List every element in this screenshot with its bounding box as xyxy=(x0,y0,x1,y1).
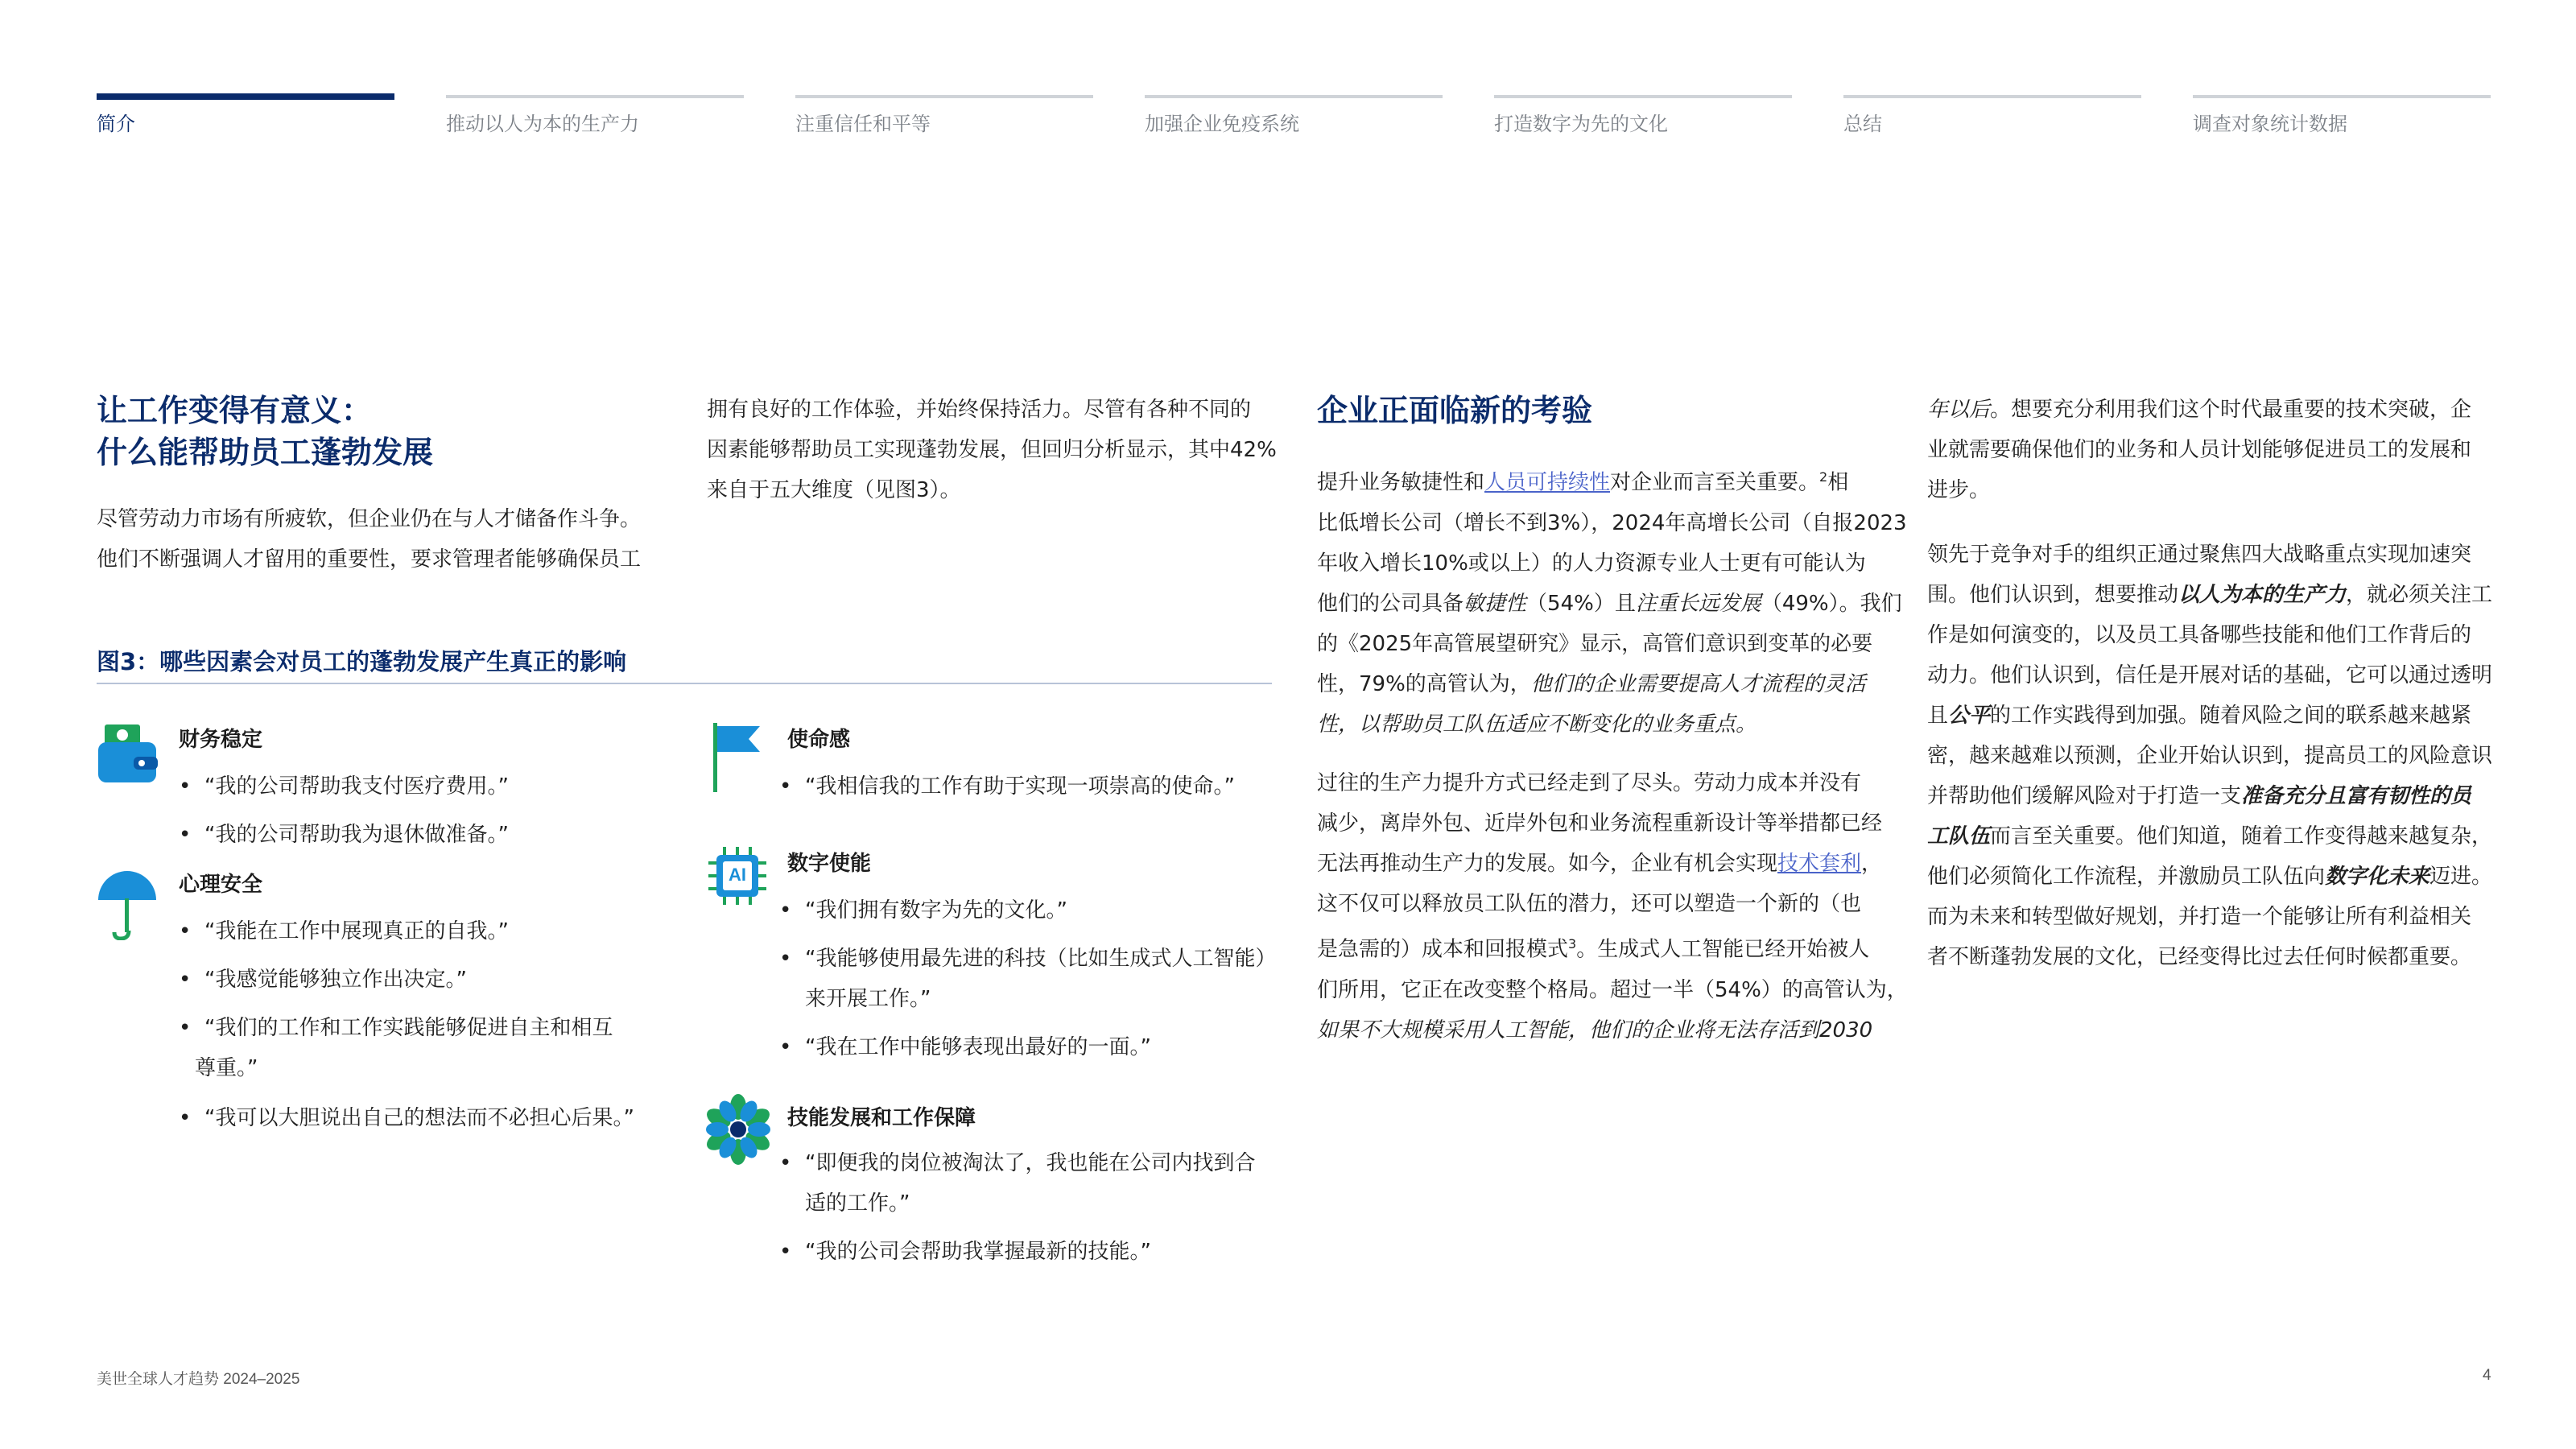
text-span: ， xyxy=(1861,852,1883,876)
text-span: 如果不大规模采用人工智能，他们的企业将无法存活到2030 xyxy=(1317,1018,1873,1042)
text-span: 公平 xyxy=(1948,704,1991,728)
nav-tab-immunity[interactable] xyxy=(1145,95,1443,147)
nav-tab-label: 推动以人为本的生产力 xyxy=(446,114,639,135)
text-line: 因素能够帮助员工实现蓬勃发展，但回归分析显示，其中42% xyxy=(707,438,1277,462)
footnote-ref: 3 xyxy=(1568,936,1577,952)
quote-continuation: 来开展工作。” xyxy=(805,987,931,1011)
text-span: 性，以帮助员工队伍适应不断变化的业务重点。 xyxy=(1317,712,1757,737)
challenge-paragraph-2 xyxy=(1317,763,1908,1051)
text-line xyxy=(1927,857,2492,897)
nav-tab-label: 加强企业免疫系统 xyxy=(1145,114,1299,135)
text-line: 他们不断强调人才留用的重要性，要求管理者能够确保员工 xyxy=(97,547,642,572)
text-line: 比低增长公司（增长不到3%），2024年高增长公司（自报2023 xyxy=(1317,510,1907,535)
text-line: 而为未来和转型做好规划，并打造一个能够让所有利益相关 xyxy=(1927,905,2472,929)
page-number: 4 xyxy=(2483,1367,2491,1384)
text-span: 年以后 xyxy=(1927,398,1991,422)
nav-tab-summary[interactable] xyxy=(1843,95,2141,147)
text-span: 迈进。 xyxy=(2429,865,2493,889)
section-heading-line1: 让工作变得有意义： xyxy=(97,393,373,428)
quote-item: • “我的公司会帮助我掌握最新的技能。” xyxy=(779,1232,1151,1272)
text-line xyxy=(1927,696,2492,736)
text-line: 来自于五大维度（见图3）。 xyxy=(707,478,961,502)
text-line: 业就需要确保他们的业务和人员计划能够促进员工的发展和 xyxy=(1927,438,2472,462)
text-line xyxy=(1927,816,2492,857)
text-span: 无法再推动生产力的发展。如今，企业有机会实现 xyxy=(1317,852,1778,876)
text-line xyxy=(1317,1010,1908,1051)
wallet-icon xyxy=(97,721,158,789)
text-line: 拥有良好的工作体验，并始终保持活力。尽管有各种不同的 xyxy=(707,398,1252,422)
footnote-ref: 2 xyxy=(1819,469,1828,485)
quote-item: • “我的公司帮助我支付医疗费用。” xyxy=(179,766,509,807)
nav-tab-digital[interactable] xyxy=(1494,95,1792,147)
right-paragraph-1 xyxy=(1927,390,2471,510)
ai-chip-icon xyxy=(707,845,768,910)
text-line: 领先于竞争对手的组织正通过聚焦四大战略重点实现加速突 xyxy=(1927,543,2472,567)
nav-tab-demographics[interactable] xyxy=(2193,95,2491,147)
nav-tab-label: 调查对象统计数据 xyxy=(2193,114,2347,135)
people-sustainability-link[interactable]: 人员可持续性 xyxy=(1484,470,1611,495)
nav-tab-label: 打造数字为先的文化 xyxy=(1494,114,1668,135)
text-line: 过往的生产力提升方式已经走到了尽头。劳动力成本并没有 xyxy=(1317,771,1862,795)
text-line: 密，越来越难以预测，企业开始认识到，提高员工的风险意识 xyxy=(1927,744,2493,768)
text-line: 动力。他们认识到，信任是开展对话的基础，它可以通过透明 xyxy=(1927,663,2493,687)
footer-report-title: 美世全球人才趋势 2024–2025 xyxy=(97,1371,300,1388)
text-line: 们所用，它正在改变整个格局。超过一半（54%）的高管认为， xyxy=(1317,977,1908,1002)
text-span: 他们的公司具备 xyxy=(1317,591,1464,616)
quote-item: • “我们拥有数字为先的文化。” xyxy=(779,890,1067,931)
text-span: 性，79%的高管认为， xyxy=(1317,671,1531,696)
text-span: 准备充分且富有韧性的员 xyxy=(2241,784,2472,808)
nav-tab-intro[interactable] xyxy=(97,93,394,148)
umbrella-icon xyxy=(97,868,158,943)
text-span: 围。他们认识到，想要推动 xyxy=(1927,583,2179,607)
quote-item: • “我在工作中能够表现出最好的一面。” xyxy=(779,1027,1151,1067)
text-span: （54%）且 xyxy=(1526,591,1636,616)
figure-title: 图3：哪些因素会对员工的蓬勃发展产生真正的影响 xyxy=(97,648,627,675)
quote-item: • “即便我的岗位被淘汰了，我也能在公司内找到合 xyxy=(779,1143,1255,1183)
text-span: 他们的企业需要提高人才流程的灵活 xyxy=(1530,671,1866,696)
category-title-digital: 数字使能 xyxy=(787,852,872,876)
text-span: 他们必须简化工作流程，并激励员工队伍向 xyxy=(1927,865,2326,889)
text-line: 年收入增长10%或以上）的人力资源专业人士更有可能认为 xyxy=(1317,551,1866,576)
section-heading-challenge: 企业正面临新的考验 xyxy=(1317,393,1593,428)
quote-continuation: 适的工作。” xyxy=(805,1191,910,1216)
category-title-skills: 技能发展和工作保障 xyxy=(787,1106,976,1130)
text-span: 敏捷性 xyxy=(1463,591,1527,616)
intro-paragraph-continued xyxy=(707,390,1277,510)
text-span: 且 xyxy=(1927,704,1949,728)
right-paragraph-2 xyxy=(1927,535,2492,977)
text-span: （49%）。我们 xyxy=(1761,591,1902,616)
nav-tab-label: 简介 xyxy=(97,114,135,135)
quote-item: • “我感觉能够独立作出决定。” xyxy=(179,960,467,1000)
text-span: 。生成式人工智能已经开始被人 xyxy=(1576,937,1870,962)
text-line: 者不断蓬勃发展的文化，已经变得比过去任何时候都重要。 xyxy=(1927,945,2472,969)
quote-item: • “我可以大胆说出自己的想法而不必担心后果。” xyxy=(179,1098,634,1138)
text-span: 。想要充分利用我们这个时代最重要的技术突破，企 xyxy=(1990,398,2472,422)
text-line xyxy=(1317,584,1907,624)
text-line: 的《2025年高管展望研究》显示，高管们意识到变革的必要 xyxy=(1317,631,1873,656)
flag-icon xyxy=(707,721,768,797)
nav-tab-productivity[interactable] xyxy=(446,95,744,147)
text-span: 工队伍 xyxy=(1927,824,1991,848)
nav-tab-label: 总结 xyxy=(1843,114,1882,135)
category-title-financial: 财务稳定 xyxy=(179,728,263,752)
quote-item: • “我的公司帮助我为退休做准备。” xyxy=(179,815,509,855)
challenge-paragraph-1 xyxy=(1317,457,1907,745)
text-line: 作是如何演变的，以及员工具备哪些技能和他们工作背后的 xyxy=(1927,623,2472,647)
text-line xyxy=(1927,776,2492,816)
text-line xyxy=(1317,664,1907,704)
text-line xyxy=(1317,457,1907,503)
text-line xyxy=(1317,924,1908,970)
quote-item: • “我相信我的工作有助于实现一项崇高的使命。” xyxy=(779,766,1235,807)
quote-continuation: 尊重。” xyxy=(195,1056,258,1080)
tech-arbitrage-link[interactable]: 技术套利 xyxy=(1777,852,1862,876)
ai-chip-label: AI xyxy=(729,865,746,885)
text-span: ，就必须关注工 xyxy=(2346,583,2493,607)
text-line: 减少，离岸外包、近岸外包和业务流程重新设计等举措都已经 xyxy=(1317,811,1883,836)
category-title-purpose: 使命感 xyxy=(787,728,851,752)
quote-item: • “我能够使用最先进的科技（比如生成式人工智能） xyxy=(779,939,1276,979)
text-span: 对企业而言至关重要。 xyxy=(1610,470,1820,495)
text-line xyxy=(1927,390,2471,430)
text-line xyxy=(1317,704,1907,745)
text-span: 的工作实践得到加强。随着风险之间的联系越来越紧 xyxy=(1990,704,2472,728)
nav-tab-trust[interactable] xyxy=(795,95,1093,147)
text-line: 这不仅可以释放员工队伍的潜力，还可以塑造一个新的（也 xyxy=(1317,892,1862,916)
intro-paragraph xyxy=(97,499,641,580)
text-span: 并帮助他们缓解风险对于打造一支 xyxy=(1927,784,2242,808)
text-line xyxy=(1317,844,1908,884)
text-line xyxy=(1927,575,2492,615)
quote-item: • “我能在工作中展现真正的自我。” xyxy=(179,911,509,952)
text-line: 进步。 xyxy=(1927,478,1991,502)
text-line: 尽管劳动力市场有所疲软，但企业仍在与人才储备作斗争。 xyxy=(97,507,642,531)
nav-tab-label: 注重信任和平等 xyxy=(795,114,931,135)
quote-item: • “我们的工作和工作实践能够促进自主和相互 xyxy=(179,1008,613,1048)
text-span: 提升业务敏捷性和 xyxy=(1317,470,1485,495)
text-span: 注重长远发展 xyxy=(1635,591,1761,616)
text-span: 相 xyxy=(1827,470,1849,495)
text-span: 是急需的）成本和回报模式 xyxy=(1317,937,1569,962)
section-heading-line2: 什么能帮助员工蓬勃发展 xyxy=(97,435,434,470)
category-title-psych-safety: 心理安全 xyxy=(179,873,263,897)
figure-divider xyxy=(97,683,1272,684)
text-span: 以人为本的生产力 xyxy=(2178,583,2347,607)
text-span: 而言至关重要。他们知道，随着工作变得越来越复杂， xyxy=(1990,824,2493,848)
flower-icon xyxy=(702,1093,774,1169)
text-span: 数字化未来 xyxy=(2325,865,2430,889)
